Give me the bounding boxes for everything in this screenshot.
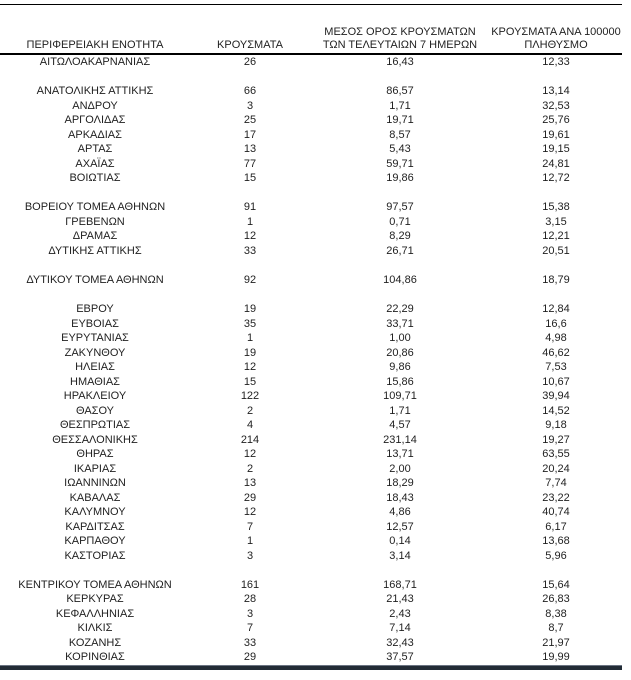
cases-cell: 13 bbox=[243, 143, 257, 156]
table-row bbox=[0, 621, 622, 636]
col-header-avg-7day bbox=[310, 26, 490, 52]
cases-cell: 35 bbox=[243, 317, 257, 330]
region-cell: ΑΡΤΑΣ bbox=[77, 143, 113, 156]
region-cell: ΒΟΡΕΙΟΥ ΤΟΜΕΑ ΑΘΗΝΩΝ bbox=[24, 201, 166, 214]
avg-7day-cell: 2,43 bbox=[389, 607, 411, 620]
avg-7day-cell: 8,57 bbox=[389, 128, 411, 141]
avg-7day-cell: 32,43 bbox=[386, 636, 414, 649]
cases-cell: 12 bbox=[243, 448, 257, 461]
col-header-cases-label: ΚΡΟΥΣΜΑΤΑ bbox=[217, 39, 283, 51]
table-row bbox=[0, 432, 622, 447]
cases-cell: 66 bbox=[243, 85, 257, 98]
region-cell: ΚΙΛΚΙΣ bbox=[77, 622, 113, 635]
per-100k-cell: 20,51 bbox=[542, 244, 570, 257]
spacer-row bbox=[0, 563, 622, 578]
avg-7day-cell: 3,14 bbox=[389, 549, 411, 562]
cases-cell: 29 bbox=[243, 491, 257, 504]
region-cell: ΗΜΑΘΙΑΣ bbox=[70, 375, 120, 388]
table-row bbox=[0, 389, 622, 404]
cases-cell: 7 bbox=[246, 520, 254, 533]
table-row bbox=[0, 607, 622, 622]
avg-7day-cell: 104,86 bbox=[383, 273, 417, 286]
avg-7day-cell: 1,71 bbox=[389, 99, 411, 112]
region-cell: ΚΕΦΑΛΛΗΝΙΑΣ bbox=[55, 607, 135, 620]
spacer-row bbox=[0, 70, 622, 85]
table-row bbox=[0, 302, 622, 317]
region-cell: ΕΥΡΥΤΑΝΙΑΣ bbox=[61, 332, 129, 345]
region-cell: ΔΥΤΙΚΟΥ ΤΟΜΕΑ ΑΘΗΝΩΝ bbox=[26, 273, 164, 286]
table-header-row bbox=[0, 4, 622, 55]
cases-cell: 214 bbox=[240, 433, 260, 446]
col-header-per-100k-line2: ΠΛΗΘΥΣΜΟ bbox=[524, 39, 588, 51]
avg-7day-cell: 4,86 bbox=[389, 506, 411, 519]
table-row bbox=[0, 55, 622, 70]
table-row bbox=[0, 331, 622, 346]
table-row bbox=[0, 113, 622, 128]
per-100k-cell: 25,76 bbox=[542, 114, 570, 127]
table-row bbox=[0, 549, 622, 564]
avg-7day-cell: 18,29 bbox=[386, 477, 414, 490]
table-row bbox=[0, 534, 622, 549]
table-row bbox=[0, 215, 622, 230]
region-cell: ΖΑΚΥΝΘΟΥ bbox=[64, 346, 126, 359]
per-100k-cell: 20,24 bbox=[542, 462, 570, 475]
table-row bbox=[0, 273, 622, 288]
region-cell: ΑΡΚΑΔΙΑΣ bbox=[68, 128, 122, 141]
avg-7day-cell: 22,29 bbox=[386, 303, 414, 316]
table-row bbox=[0, 592, 622, 607]
table-row bbox=[0, 447, 622, 462]
table-row bbox=[0, 520, 622, 535]
region-cell: ΑΝΑΤΟΛΙΚΗΣ ΑΤΤΙΚΗΣ bbox=[36, 85, 154, 98]
cases-cell: 7 bbox=[246, 622, 254, 635]
avg-7day-cell: 21,43 bbox=[386, 593, 414, 606]
per-100k-cell: 23,22 bbox=[542, 491, 570, 504]
per-100k-cell: 14,52 bbox=[542, 404, 570, 417]
per-100k-cell: 12,84 bbox=[542, 303, 570, 316]
avg-7day-cell: 9,86 bbox=[389, 361, 411, 374]
cases-cell: 3 bbox=[246, 99, 254, 112]
region-cell: ΑΙΤΩΛΟΑΚΑΡΝΑΝΙΑΣ bbox=[39, 56, 151, 69]
per-100k-cell: 15,38 bbox=[542, 201, 570, 214]
avg-7day-cell: 1,00 bbox=[389, 332, 411, 345]
table-row bbox=[0, 99, 622, 114]
table-row bbox=[0, 157, 622, 172]
avg-7day-cell: 1,71 bbox=[389, 404, 411, 417]
cases-cell: 15 bbox=[243, 172, 257, 185]
cases-cell: 92 bbox=[243, 273, 257, 286]
cases-cell: 19 bbox=[243, 346, 257, 359]
avg-7day-cell: 231,14 bbox=[383, 433, 417, 446]
per-100k-cell: 6,17 bbox=[545, 520, 567, 533]
table-row bbox=[0, 229, 622, 244]
table-row bbox=[0, 476, 622, 491]
avg-7day-cell: 20,86 bbox=[386, 346, 414, 359]
col-header-cases bbox=[190, 39, 310, 52]
region-cell: ΚΕΝΤΡΙΚΟΥ ΤΟΜΕΑ ΑΘΗΝΩΝ bbox=[18, 578, 172, 591]
avg-7day-cell: 7,14 bbox=[389, 622, 411, 635]
avg-7day-cell: 12,57 bbox=[386, 520, 414, 533]
cases-cell: 161 bbox=[240, 578, 260, 591]
table-row bbox=[0, 316, 622, 331]
table-row bbox=[0, 128, 622, 143]
spacer-row bbox=[0, 186, 622, 201]
avg-7day-cell: 26,71 bbox=[386, 244, 414, 257]
cases-cell: 12 bbox=[243, 361, 257, 374]
cases-cell: 91 bbox=[243, 201, 257, 214]
table-row bbox=[0, 418, 622, 433]
avg-7day-cell: 33,71 bbox=[386, 317, 414, 330]
per-100k-cell: 39,94 bbox=[542, 390, 570, 403]
cases-cell: 3 bbox=[246, 607, 254, 620]
region-cell: ΕΒΡΟΥ bbox=[76, 303, 114, 316]
avg-7day-cell: 15,86 bbox=[386, 375, 414, 388]
avg-7day-cell: 97,57 bbox=[386, 201, 414, 214]
avg-7day-cell: 59,71 bbox=[386, 157, 414, 170]
cases-cell: 12 bbox=[243, 506, 257, 519]
per-100k-cell: 19,61 bbox=[542, 128, 570, 141]
region-cell: ΗΡΑΚΛΕΙΟΥ bbox=[63, 390, 127, 403]
cases-cell: 122 bbox=[240, 390, 260, 403]
region-cell: ΚΑΡΠΑΘΟΥ bbox=[64, 535, 126, 548]
table-bottom-rule bbox=[0, 665, 622, 670]
cases-cell: 2 bbox=[246, 462, 254, 475]
avg-7day-cell: 168,71 bbox=[383, 578, 417, 591]
per-100k-cell: 12,21 bbox=[542, 230, 570, 243]
cases-cell: 77 bbox=[243, 157, 257, 170]
table-body bbox=[0, 55, 622, 665]
region-cell: ΔΡΑΜΑΣ bbox=[72, 230, 118, 243]
col-header-per-100k-line1: ΚΡΟΥΣΜΑΤΑ ΑΝΑ 100000 bbox=[491, 26, 621, 38]
per-100k-cell: 26,83 bbox=[542, 593, 570, 606]
col-header-avg-7day-line2: ΤΩΝ ΤΕΛΕΥΤΑΙΩΝ 7 ΗΜΕΡΩΝ bbox=[322, 39, 478, 51]
avg-7day-cell: 4,57 bbox=[389, 419, 411, 432]
region-cell: ΘΑΣΟΥ bbox=[75, 404, 115, 417]
per-100k-cell: 19,99 bbox=[542, 651, 570, 664]
per-100k-cell: 24,81 bbox=[542, 157, 570, 170]
per-100k-cell: 15,64 bbox=[542, 578, 570, 591]
table-row bbox=[0, 345, 622, 360]
per-100k-cell: 46,62 bbox=[542, 346, 570, 359]
per-100k-cell: 12,33 bbox=[542, 56, 570, 69]
cases-cell: 33 bbox=[243, 244, 257, 257]
avg-7day-cell: 37,57 bbox=[386, 651, 414, 664]
per-100k-cell: 63,55 bbox=[542, 448, 570, 461]
region-cell: ΚΟΡΙΝΘΙΑΣ bbox=[65, 651, 125, 664]
region-cell: ΘΕΣΠΡΩΤΙΑΣ bbox=[59, 419, 131, 432]
col-header-regional-unit bbox=[0, 39, 190, 52]
per-100k-cell: 8,7 bbox=[548, 622, 564, 635]
region-cell: ΔΥΤΙΚΗΣ ΑΤΤΙΚΗΣ bbox=[48, 244, 142, 257]
avg-7day-cell: 86,57 bbox=[386, 85, 414, 98]
per-100k-cell: 13,14 bbox=[542, 85, 570, 98]
table-row bbox=[0, 142, 622, 157]
region-cell: ΒΟΙΩΤΙΑΣ bbox=[69, 172, 121, 185]
cases-cell: 2 bbox=[246, 404, 254, 417]
avg-7day-cell: 16,43 bbox=[386, 56, 414, 69]
region-cell: ΗΛΕΙΑΣ bbox=[75, 361, 115, 374]
table-row bbox=[0, 636, 622, 651]
avg-7day-cell: 19,71 bbox=[386, 114, 414, 127]
avg-7day-cell: 13,71 bbox=[386, 448, 414, 461]
per-100k-cell: 19,15 bbox=[542, 143, 570, 156]
per-100k-cell: 9,18 bbox=[545, 419, 567, 432]
cases-cell: 29 bbox=[243, 651, 257, 664]
table-row bbox=[0, 578, 622, 593]
table-row bbox=[0, 360, 622, 375]
table-row bbox=[0, 200, 622, 215]
per-100k-cell: 10,67 bbox=[542, 375, 570, 388]
per-100k-cell: 16,6 bbox=[545, 317, 567, 330]
per-100k-cell: 12,72 bbox=[542, 172, 570, 185]
region-cell: ΙΩΑΝΝΙΝΩΝ bbox=[64, 477, 126, 490]
table-row bbox=[0, 84, 622, 99]
per-100k-cell: 7,53 bbox=[545, 361, 567, 374]
cases-cell: 1 bbox=[246, 535, 254, 548]
per-100k-cell: 18,79 bbox=[542, 273, 570, 286]
region-cell: ΘΕΣΣΑΛΟΝΙΚΗΣ bbox=[52, 433, 138, 446]
cases-cell: 28 bbox=[243, 593, 257, 606]
region-cell: ΚΑΒΑΛΑΣ bbox=[69, 491, 121, 504]
cases-cell: 19 bbox=[243, 303, 257, 316]
spacer-row bbox=[0, 258, 622, 273]
avg-7day-cell: 109,71 bbox=[383, 390, 417, 403]
cases-cell: 15 bbox=[243, 375, 257, 388]
region-cell: ΚΑΛΥΜΝΟΥ bbox=[64, 506, 126, 519]
region-cell: ΘΗΡΑΣ bbox=[76, 448, 114, 461]
table-row bbox=[0, 650, 622, 665]
avg-7day-cell: 18,43 bbox=[386, 491, 414, 504]
per-100k-cell: 7,74 bbox=[545, 477, 567, 490]
cases-cell: 4 bbox=[246, 419, 254, 432]
region-cell: ΚΕΡΚΥΡΑΣ bbox=[66, 593, 124, 606]
table-row bbox=[0, 244, 622, 259]
avg-7day-cell: 0,71 bbox=[389, 215, 411, 228]
cases-cell: 12 bbox=[243, 230, 257, 243]
avg-7day-cell: 2,00 bbox=[389, 462, 411, 475]
cases-cell: 25 bbox=[243, 114, 257, 127]
region-cell: ΚΑΡΔΙΤΣΑΣ bbox=[65, 520, 125, 533]
table-row bbox=[0, 505, 622, 520]
cases-cell: 26 bbox=[243, 56, 257, 69]
avg-7day-cell: 5,43 bbox=[389, 143, 411, 156]
per-100k-cell: 5,96 bbox=[545, 549, 567, 562]
cases-cell: 17 bbox=[243, 128, 257, 141]
per-100k-cell: 32,53 bbox=[542, 99, 570, 112]
per-100k-cell: 40,74 bbox=[542, 506, 570, 519]
per-100k-cell: 19,27 bbox=[542, 433, 570, 446]
region-cell: ΑΡΓΟΛΙΔΑΣ bbox=[64, 114, 126, 127]
cases-cell: 13 bbox=[243, 477, 257, 490]
per-100k-cell: 3,15 bbox=[545, 215, 567, 228]
region-cell: ΑΝΔΡΟΥ bbox=[72, 99, 118, 112]
region-cell: ΑΧΑΪΑΣ bbox=[75, 157, 115, 170]
table-row bbox=[0, 490, 622, 505]
region-cell: ΙΚΑΡΙΑΣ bbox=[73, 462, 117, 475]
col-header-regional-unit-label: ΠΕΡΙΦΕΡΕΙΑΚΗ ΕΝΟΤΗΤΑ bbox=[26, 39, 164, 51]
region-cell: ΕΥΒΟΙΑΣ bbox=[71, 317, 119, 330]
table-row bbox=[0, 374, 622, 389]
per-100k-cell: 21,97 bbox=[542, 636, 570, 649]
per-100k-cell: 13,68 bbox=[542, 535, 570, 548]
cases-by-regional-unit-table bbox=[0, 4, 622, 670]
table-row bbox=[0, 403, 622, 418]
cases-cell: 33 bbox=[243, 636, 257, 649]
avg-7day-cell: 8,29 bbox=[389, 230, 411, 243]
col-header-per-100k bbox=[490, 26, 622, 52]
cases-cell: 1 bbox=[246, 332, 254, 345]
per-100k-cell: 4,98 bbox=[545, 332, 567, 345]
region-cell: ΚΑΣΤΟΡΙΑΣ bbox=[64, 549, 126, 562]
spacer-row bbox=[0, 287, 622, 302]
per-100k-cell: 8,38 bbox=[545, 607, 567, 620]
region-cell: ΓΡΕΒΕΝΩΝ bbox=[65, 215, 125, 228]
table-row bbox=[0, 171, 622, 186]
cases-cell: 3 bbox=[246, 549, 254, 562]
avg-7day-cell: 0,14 bbox=[389, 535, 411, 548]
avg-7day-cell: 19,86 bbox=[386, 172, 414, 185]
table-row bbox=[0, 461, 622, 476]
col-header-avg-7day-line1: ΜΕΣΟΣ ΟΡΟΣ ΚΡΟΥΣΜΑΤΩΝ bbox=[324, 26, 476, 38]
cases-cell: 1 bbox=[246, 215, 254, 228]
region-cell: ΚΟΖΑΝΗΣ bbox=[68, 636, 122, 649]
